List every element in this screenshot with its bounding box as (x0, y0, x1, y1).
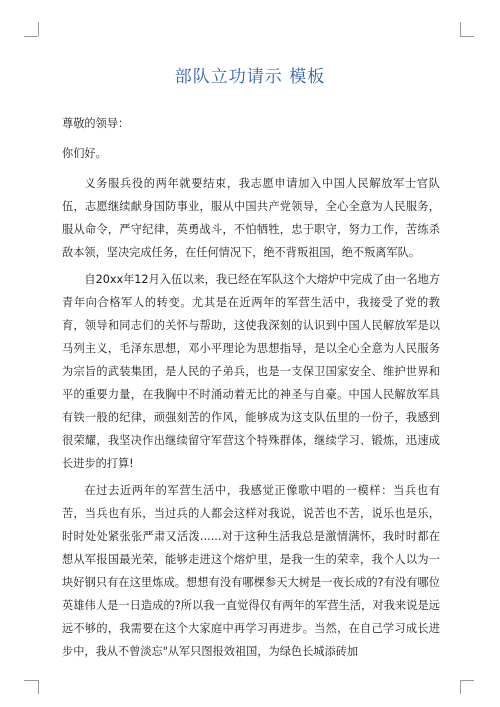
crop-mark-bottom-right-h (460, 680, 474, 681)
crop-mark-bottom-left-h (24, 680, 38, 681)
document-title: 部队立功请示 模板 (174, 67, 326, 87)
document-body (62, 112, 440, 667)
crop-mark-bottom-left-v (38, 680, 39, 694)
crop-mark-top-left-v (38, 22, 39, 36)
crop-mark-top-right-v (460, 22, 461, 36)
paragraph-2: 自20xx年12月入伍以来，我已经在军队这个大熔炉中完成了由一名地方青年向合格军人的转变。尤其是在近两年的军营生活中，我接受了党的教育，领导和同志们的关怀与帮助，这使我深刻的认识到中国人民解放军是以马列主义，毛泽东思想，邓小平理论为思想指导，是以全心全意为人民服务为宗旨的武装集团，是人民的子弟兵，也是一支保卫国家安全、维护世界和平的重要力量，在我胸中不时涌动着无比的神圣与自豪。中国人民解放军具有铁一般的纪律，顽强刻苦的作风，能够成为这支队伍里的一份子，我感到很荣耀，我坚决作出继续留守军营这个特殊群体，继续学习、锻炼，迅速成长进步的打算! (62, 273, 440, 470)
crop-mark-top-right-h (460, 36, 474, 37)
crop-mark-top-left-h (24, 36, 38, 37)
greeting: 你们好。 (62, 147, 107, 160)
salutation: 尊敬的领导： (62, 117, 130, 130)
crop-mark-bottom-right-v (460, 680, 461, 694)
paragraph-3: 在过去近两年的军营生活中，我感觉正像歌中唱的一模样：当兵也有苦，当兵也有乐，当过兵的人都会这样对我说，说苦也不苦，说乐也是乐，时时处处紧张张严肃又活泼......对于这种生活我总是激情满怀，我时时都在想从军报国最光荣，能够走进这个熔炉里，是我一生的荣幸，我个人以为一块好钢只有在这里炼成。想想有没有哪棵参天大树是一夜长成的?有没有哪位英雄伟人是一日造成的?所以我一直觉得仅有两年的军营生活，对我来说是远远不够的，我需要在这个大家庭中再学习再进步。当然，在自己学习成长进步中，我从不曾淡忘"从军只图报效祖国，为绿色长城添砖加 (62, 484, 440, 658)
paragraph-1: 义务服兵役的两年就要结束，我志愿申请加入中国人民解放军士官队伍，志愿继续献身国防事业，服从中国共产党领导，全心全意为人民服务，服从命令，严守纪律，英勇战斗，不怕牺牲，忠于职守，努力工作，苦练杀敌本领，坚决完成任务，在任何情况下，绝不背叛祖国，绝不叛离军队。 (62, 177, 440, 259)
